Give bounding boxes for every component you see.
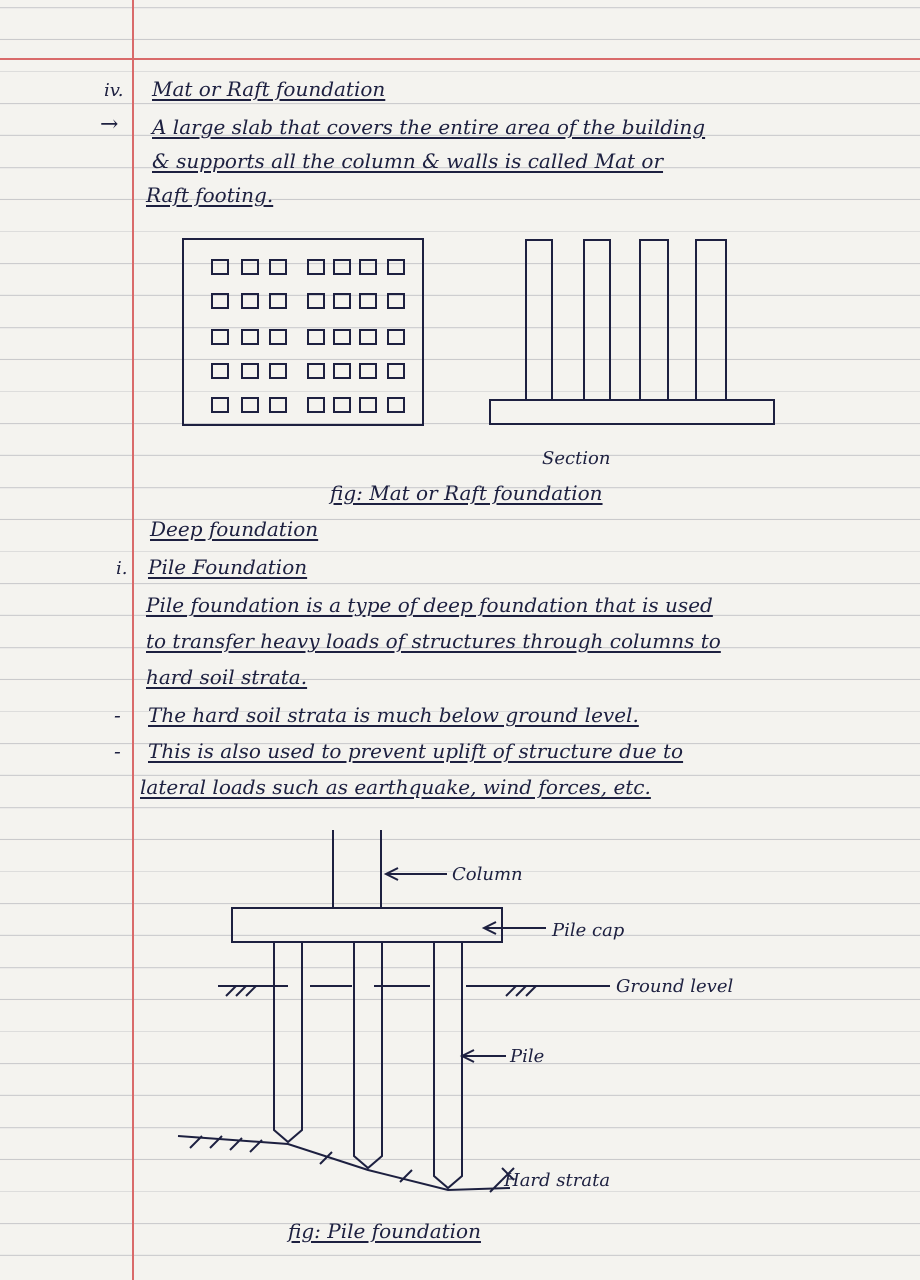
mat-figure-caption: fig: Mat or Raft foundation — [330, 481, 603, 505]
plan-column-square — [388, 294, 404, 308]
plan-column-square — [388, 364, 404, 378]
plan-column-grid — [212, 260, 404, 412]
mat-plan-diagram — [182, 238, 424, 428]
pile-text-line-3: hard soil strata. — [146, 665, 308, 689]
plan-column-square — [308, 398, 324, 412]
plan-column-square — [212, 260, 228, 274]
plan-column-square — [270, 260, 286, 274]
bullet-2-line-1: This is also used to prevent uplift of structure due to — [148, 739, 684, 763]
plan-column-square — [212, 294, 228, 308]
mat-text-line-1: A large slab that covers the entire area of the building — [152, 115, 706, 139]
plan-column-square — [270, 364, 286, 378]
plan-column-square — [308, 294, 324, 308]
section-label: Section — [542, 448, 611, 469]
label-pile: Pile — [510, 1046, 545, 1067]
plan-column-square — [360, 294, 376, 308]
mat-section-diagram — [488, 236, 778, 428]
bullet-dash-1: - — [114, 703, 121, 727]
plan-column-square — [242, 294, 258, 308]
plan-column-square — [334, 330, 350, 344]
pile-subheading: Pile Foundation — [148, 555, 308, 579]
plan-column-square — [334, 364, 350, 378]
plan-column-square — [388, 260, 404, 274]
deep-heading: Deep foundation — [150, 517, 319, 541]
bullet-2-line-2: lateral loads such as earthquake, wind forces, etc. — [140, 775, 651, 799]
plan-column-square — [388, 398, 404, 412]
mat-text-line-3: Raft footing. — [146, 183, 274, 207]
label-hard-strata: Hard strata — [504, 1170, 611, 1191]
section-marker-iv: iv. — [104, 80, 124, 101]
plan-column-square — [270, 294, 286, 308]
label-ground-level: Ground level — [616, 976, 734, 997]
mat-heading: Mat or Raft foundation — [152, 77, 386, 101]
plan-column-square — [212, 398, 228, 412]
mat-text-line-2: & supports all the column & walls is called Mat or — [152, 149, 664, 173]
plan-column-square — [308, 260, 324, 274]
plan-column-square — [334, 398, 350, 412]
plan-column-square — [242, 364, 258, 378]
arrow-icon: → — [100, 112, 119, 137]
pile-text-line-2: to transfer heavy loads of structures through columns to — [146, 629, 721, 653]
section-marker-i: i. — [116, 558, 128, 579]
plan-column-square — [308, 330, 324, 344]
pile-figure-caption: fig: Pile foundation — [288, 1219, 481, 1243]
pile-text-line-1: Pile foundation is a type of deep foundation that is used — [146, 593, 713, 617]
top-margin-line — [0, 58, 920, 60]
plan-column-square — [242, 398, 258, 412]
label-pile-cap: Pile cap — [552, 920, 625, 941]
pile-foundation-diagram — [170, 826, 790, 1206]
plan-column-square — [360, 260, 376, 274]
plan-column-square — [334, 294, 350, 308]
plan-column-square — [360, 330, 376, 344]
plan-column-square — [360, 398, 376, 412]
plan-column-square — [388, 330, 404, 344]
bullet-1: The hard soil strata is much below ground level. — [148, 703, 639, 727]
plan-column-square — [212, 330, 228, 344]
plan-column-square — [212, 364, 228, 378]
plan-column-square — [334, 260, 350, 274]
label-column: Column — [452, 864, 523, 885]
plan-column-square — [270, 330, 286, 344]
plan-column-square — [242, 260, 258, 274]
plan-column-square — [360, 364, 376, 378]
bullet-dash-2: - — [114, 739, 121, 763]
plan-column-square — [308, 364, 324, 378]
left-margin-line — [132, 0, 134, 1280]
plan-column-square — [242, 330, 258, 344]
plan-column-square — [270, 398, 286, 412]
